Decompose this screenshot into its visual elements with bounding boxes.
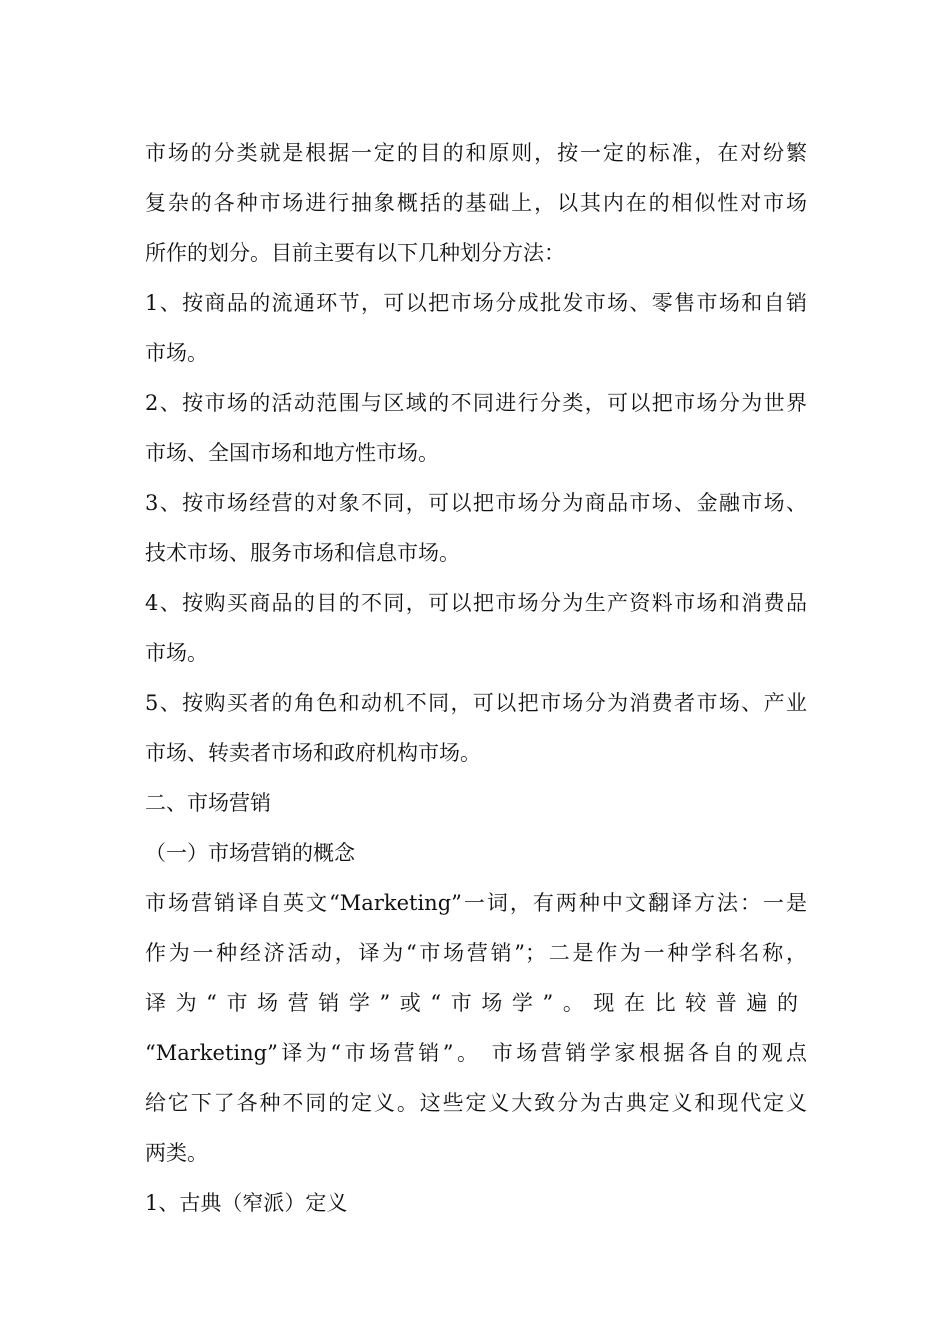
section-heading: 二、市场营销 — [145, 791, 271, 815]
list-item-line: 5、按购买者的角色和动机不同，可以把市场分为消费者市场、产业 — [145, 691, 807, 715]
list-item-line: 2、按市场的活动范围与区域的不同进行分类，可以把市场分为世界 — [145, 391, 807, 415]
subsection-heading: （一）市场营销的概念 — [145, 841, 355, 865]
paragraph-line: 作为一种经济活动，译为“市场营销”；二是作为一种学科名称， — [145, 941, 807, 965]
paragraph-line: 市场的分类就是根据一定的目的和原则，按一定的标准，在对纷繁 — [145, 141, 807, 165]
list-item-line: 1、按商品的流通环节，可以把市场分成批发市场、零售市场和自销 — [145, 291, 807, 315]
list-item-line: 3、按市场经营的对象不同，可以把市场分为商品市场、金融市场、 — [145, 491, 807, 515]
list-item-line: 技术市场、服务市场和信息市场。 — [145, 541, 460, 565]
paragraph-line: 给它下了各种不同的定义。这些定义大致分为古典定义和现代定义 — [145, 1091, 807, 1115]
paragraph-line: 译为“市场营销学”或“市场学”。现在比较普遍的 — [145, 991, 807, 1015]
paragraph-line: 市场营销译自英文“Marketing”一词，有两种中文翻译方法：一是 — [145, 891, 807, 915]
list-item-line: 4、按购买商品的目的不同，可以把市场分为生产资料市场和消费品 — [145, 591, 807, 615]
paragraph-line: 复杂的各种市场进行抽象概括的基础上，以其内在的相似性对市场 — [145, 191, 807, 215]
list-item-line: 市场。 — [145, 641, 208, 665]
list-item-line: 市场、转卖者市场和政府机构市场。 — [145, 741, 481, 765]
paragraph-line: 所作的划分。目前主要有以下几种划分方法： — [145, 241, 565, 265]
document-body — [145, 128, 807, 1228]
paragraph-line: “Marketing”译为“市场营销”。 市场营销学家根据各自的观点 — [145, 1041, 807, 1065]
subsection-heading: 1、古典（窄派）定义 — [145, 1191, 348, 1215]
list-item-line: 市场。 — [145, 341, 208, 365]
list-item-line: 市场、全国市场和地方性市场。 — [145, 441, 439, 465]
paragraph-line: 两类。 — [145, 1141, 208, 1165]
